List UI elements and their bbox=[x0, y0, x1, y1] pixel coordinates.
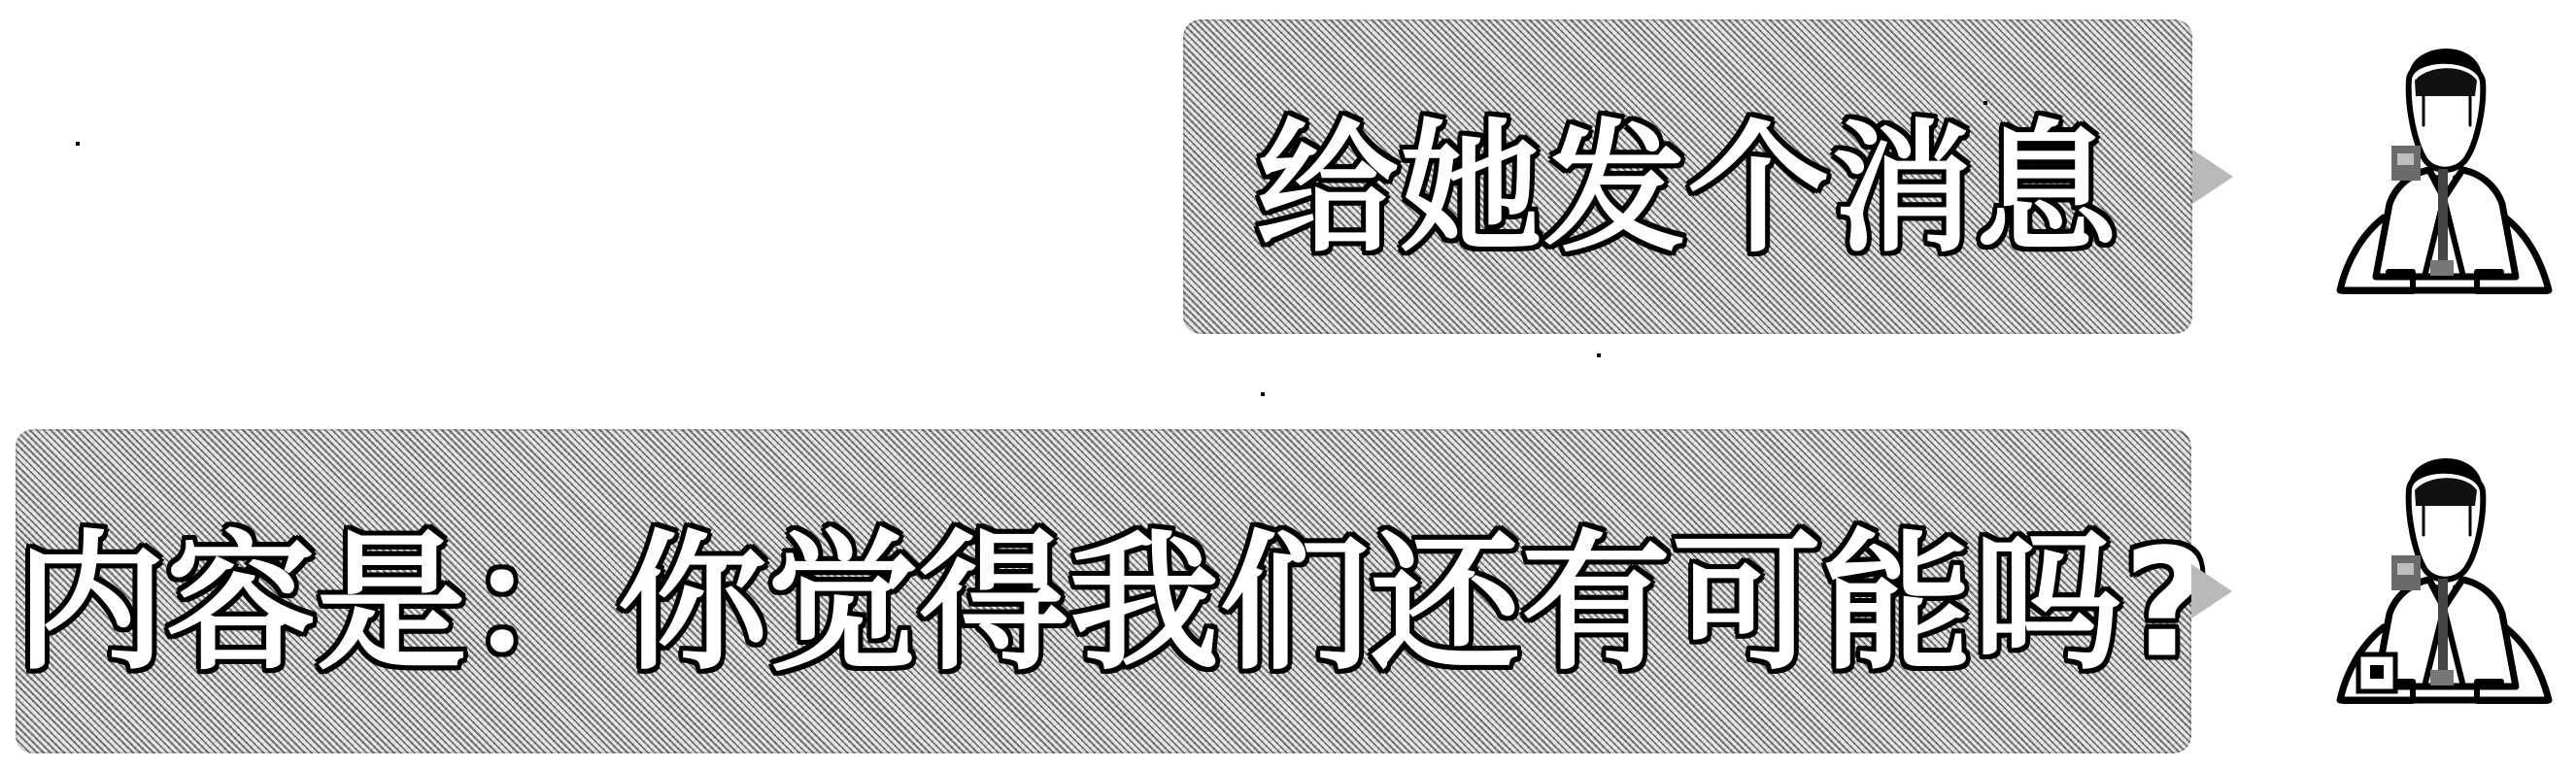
noise-speck bbox=[1983, 101, 1987, 105]
noise-speck bbox=[1597, 353, 1601, 357]
noise-speck bbox=[1261, 392, 1265, 396]
person-icon bbox=[2323, 37, 2566, 320]
noise-speck bbox=[76, 142, 80, 146]
message-text-second: 内容是：你觉得我们还有可能吗? bbox=[16, 517, 2212, 691]
person-with-device-icon bbox=[2323, 447, 2566, 730]
message-text-first: 给她发个消息 bbox=[1256, 107, 2119, 272]
message-bubble-first bbox=[1183, 19, 2192, 334]
message-bubble-second bbox=[16, 429, 2212, 753]
